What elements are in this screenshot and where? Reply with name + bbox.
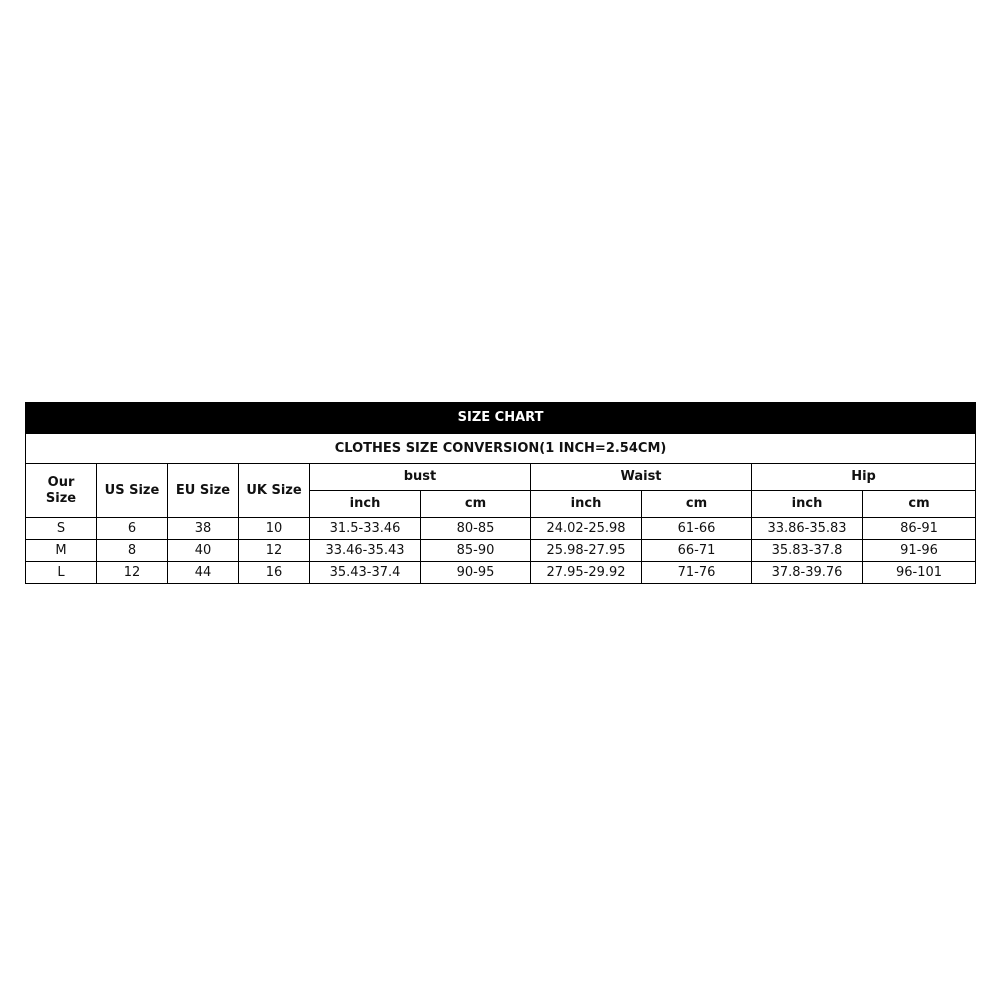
cell-us-size: 8 [97,540,168,562]
cell-waist-cm: 66-71 [642,540,752,562]
cell-our-size: M [26,540,97,562]
cell-uk-size: 10 [239,518,310,540]
header-our-size [26,464,97,518]
header-bust: bust [310,464,531,491]
header-waist: Waist [531,464,752,491]
conversion-subtitle: CLOTHES SIZE CONVERSION(1 INCH=2.54CM) [26,434,976,464]
table-row [26,518,976,540]
cell-hip-inch: 37.8-39.76 [752,562,863,584]
cell-bust-inch: 35.43-37.4 [310,562,421,584]
header-us-size: US Size [97,464,168,518]
header-waist-inch: inch [531,491,642,518]
header-bust-inch: inch [310,491,421,518]
cell-our-size: S [26,518,97,540]
cell-waist-cm: 61-66 [642,518,752,540]
cell-waist-inch: 24.02-25.98 [531,518,642,540]
cell-us-size: 12 [97,562,168,584]
header-bust-cm: cm [421,491,531,518]
cell-bust-inch: 31.5-33.46 [310,518,421,540]
cell-waist-inch: 27.95-29.92 [531,562,642,584]
table-row [26,540,976,562]
size-chart-title: SIZE CHART [26,403,976,434]
header-hip: Hip [752,464,976,491]
cell-waist-inch: 25.98-27.95 [531,540,642,562]
cell-bust-inch: 33.46-35.43 [310,540,421,562]
cell-hip-cm: 91-96 [863,540,976,562]
cell-uk-size: 16 [239,562,310,584]
cell-hip-inch: 35.83-37.8 [752,540,863,562]
cell-hip-cm: 86-91 [863,518,976,540]
cell-us-size: 6 [97,518,168,540]
cell-hip-inch: 33.86-35.83 [752,518,863,540]
size-chart-table [25,402,976,584]
cell-our-size: L [26,562,97,584]
cell-eu-size: 44 [168,562,239,584]
cell-bust-cm: 90-95 [421,562,531,584]
header-eu-size: EU Size [168,464,239,518]
cell-uk-size: 12 [239,540,310,562]
cell-eu-size: 40 [168,540,239,562]
header-hip-inch: inch [752,491,863,518]
cell-eu-size: 38 [168,518,239,540]
cell-hip-cm: 96-101 [863,562,976,584]
header-hip-cm: cm [863,491,976,518]
header-our-size-line2: Size [45,490,77,506]
header-uk-size: UK Size [239,464,310,518]
header-our-size-line1: Our [47,474,75,490]
cell-bust-cm: 85-90 [421,540,531,562]
cell-waist-cm: 71-76 [642,562,752,584]
table-row [26,562,976,584]
cell-bust-cm: 80-85 [421,518,531,540]
header-waist-cm: cm [642,491,752,518]
